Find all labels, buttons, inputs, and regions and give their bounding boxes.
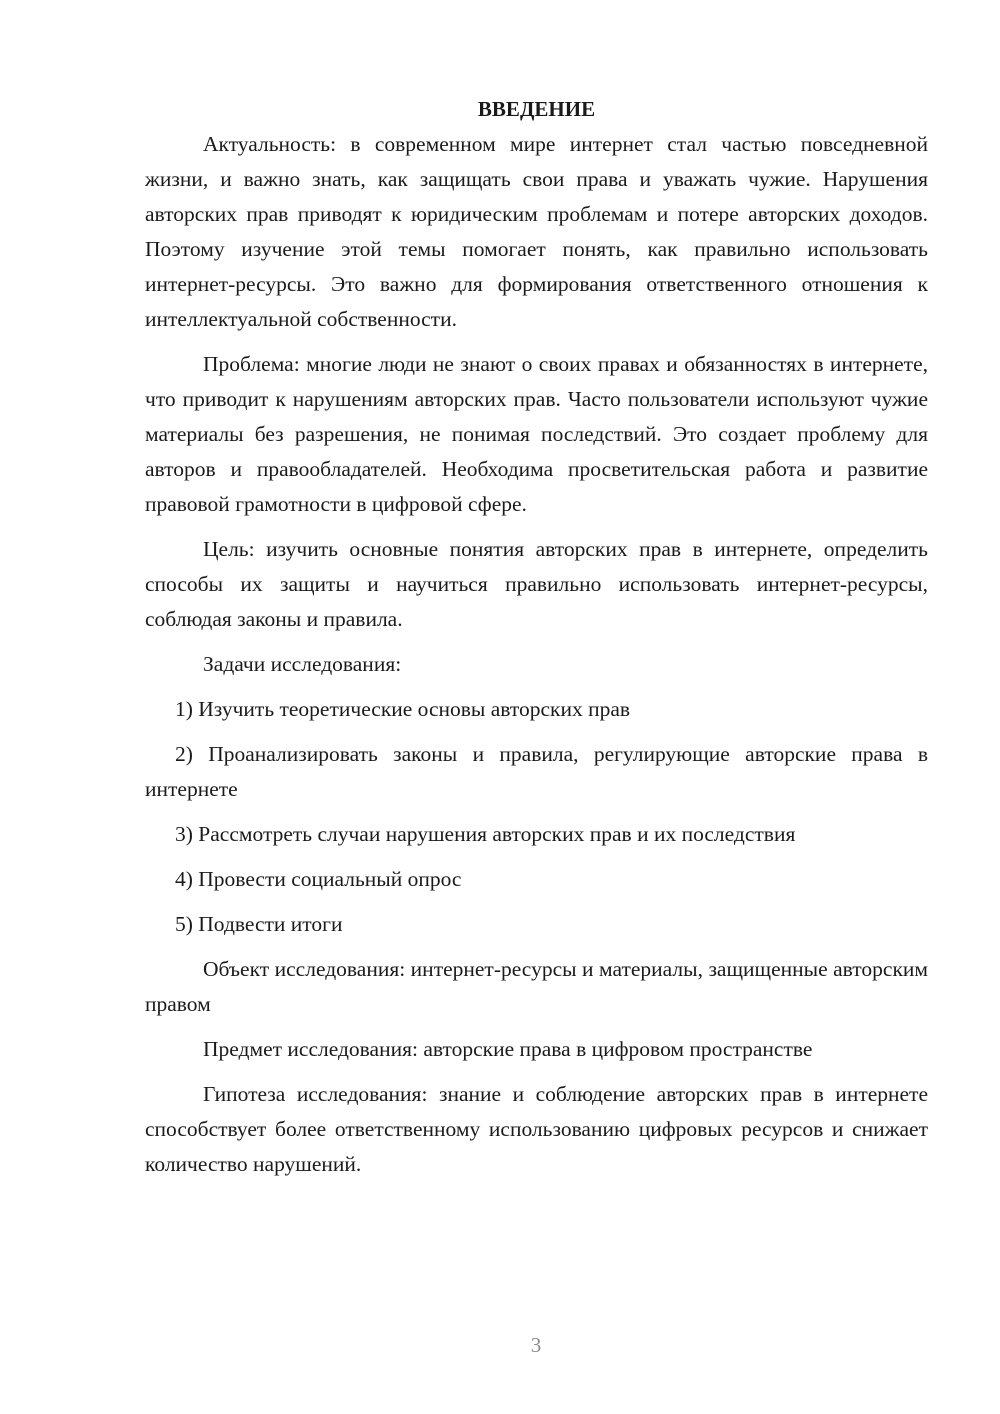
- tasks-heading: Задачи исследования:: [203, 652, 402, 676]
- section-title: ВВЕДЕНИЕ: [477, 97, 596, 121]
- list-item: 3) Рассмотреть случаи нарушения авторских прав и их последствия: [175, 822, 796, 846]
- page-number: 3: [530, 1333, 542, 1357]
- paragraph-relevance: Актуальность: в современном мире интернет стал частью повседневной жизни, и важно знать, как защищать свои права и уважать чужие. Нарушения авторских прав приводят к юридическим проблемам и потере авторских доходов. Поэтому изучение этой темы помогает понять, как правильно использовать интернет-ресурсы. Это важно для формирования ответственного отношения к интеллектуальной собственности.: [145, 132, 928, 331]
- paragraph-object: Объект исследования: интернет-ресурсы и материалы, защищенные авторским правом: [145, 957, 928, 1016]
- list-item: 1) Изучить теоретические основы авторских прав: [175, 697, 631, 721]
- list-item: 4) Провести социальный опрос: [175, 867, 462, 891]
- paragraph-goal: Цель: изучить основные понятия авторских прав в интернете, определить способы их защиты и научиться правильно использовать интернет-ресурсы, соблюдая законы и правила.: [145, 537, 928, 631]
- paragraph-subject: Предмет исследования: авторские права в цифровом пространстве: [203, 1037, 813, 1061]
- list-item: 2) Проанализировать законы и правила, регулирующие авторские права в интернете: [145, 742, 928, 801]
- document-page: [145, 92, 928, 1192]
- paragraph-problem: Проблема: многие люди не знают о своих правах и обязанностях в интернете, что приводит к нарушениям авторских прав. Часто пользователи используют чужие материалы без разрешения, не понимая последствий. Это создает проблему для авторов и правообладателей. Необходима просветительская работа и развитие правовой грамотности в цифровой сфере.: [145, 352, 928, 516]
- paragraph-hypothesis: Гипотеза исследования: знание и соблюдение авторских прав в интернете способствует более ответственному использованию цифровых ресурсов и снижает количество нарушений.: [145, 1082, 928, 1176]
- list-item: 5) Подвести итоги: [175, 912, 343, 936]
